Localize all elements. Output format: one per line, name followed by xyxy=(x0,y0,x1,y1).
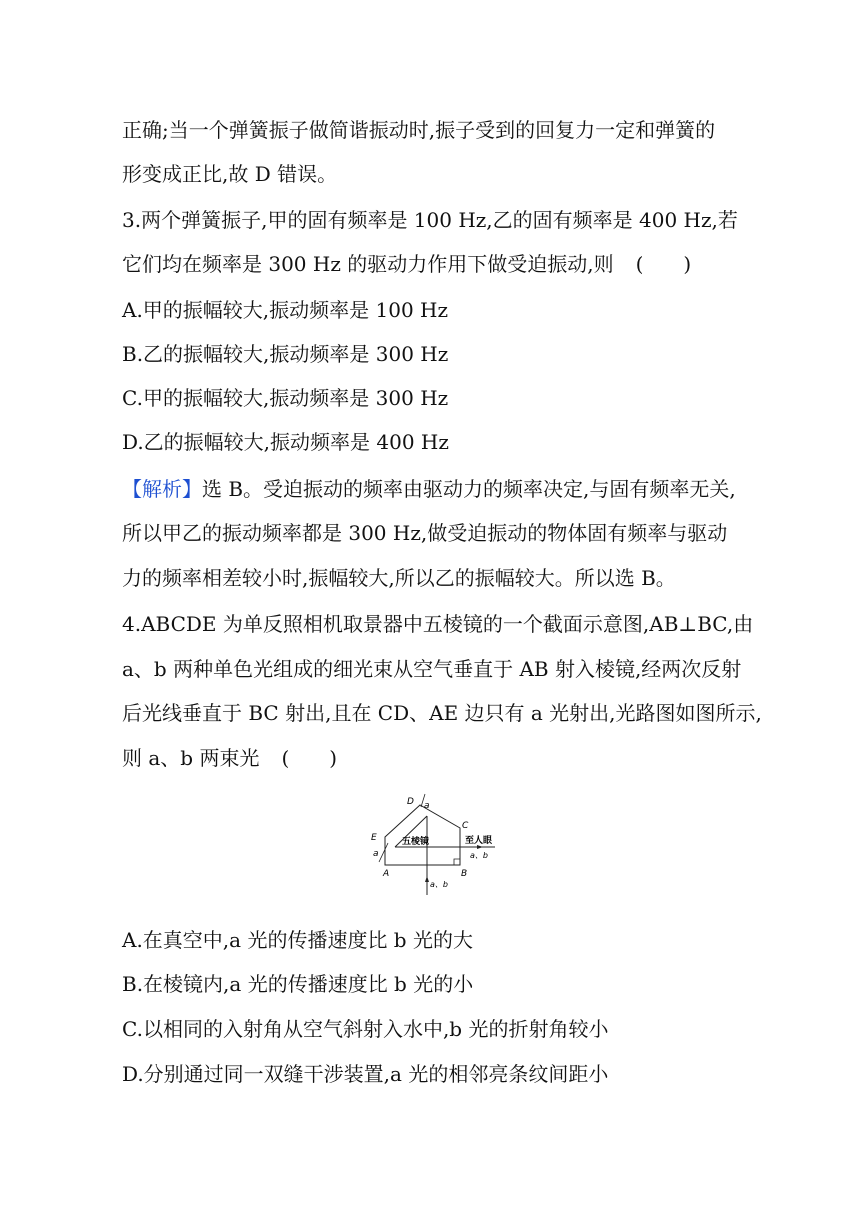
prism-label: 五棱镜 xyxy=(402,837,430,847)
q3-option-c: C.甲的振幅较大,振动频率是 300 Hz xyxy=(122,386,449,410)
q4-stem-line-2: a、b 两种单色光组成的细光束从空气垂直于 AB 射入棱镜,经两次反射 xyxy=(122,657,742,681)
vertex-c: C xyxy=(462,821,469,831)
q4-option-b: B.在棱镜内,a 光的传播速度比 b 光的小 xyxy=(122,972,474,996)
q4-stem-line-1: 4.ABCDE 为单反照相机取景器中五棱镜的一个截面示意图,AB⊥BC,由 xyxy=(122,612,754,636)
q3-answer-blank: ( ) xyxy=(635,252,692,276)
q4-stem-line-3: 后光线垂直于 BC 射出,且在 CD、AE 边只有 a 光射出,光路图如图所示, xyxy=(122,701,762,725)
in-ray-label: a、b xyxy=(430,880,448,889)
q3-analysis-line-3: 力的频率相差较小时,振幅较大,所以乙的振幅较大。所以选 B。 xyxy=(122,566,676,590)
q4-answer-blank: ( ) xyxy=(281,746,338,770)
q3-analysis-text: 选 B。受迫振动的频率由驱动力的频率决定,与固有频率无关, xyxy=(202,477,736,501)
analysis-tag: 【解析】 xyxy=(122,477,202,501)
prev-answer-line-1: 正确;当一个弹簧振子做简谐振动时,振子受到的回复力一定和弹簧的 xyxy=(122,118,716,142)
vertex-b: B xyxy=(461,869,468,879)
q3-analysis-line-1 xyxy=(122,475,736,503)
q3-option-d: D.乙的振幅较大,振动频率是 400 Hz xyxy=(122,430,449,454)
incident-arrow xyxy=(425,876,429,882)
out-ray-label: a、b xyxy=(470,851,488,860)
eye-label: 至人眼 xyxy=(465,836,493,846)
q3-stem-line-2 xyxy=(122,250,691,278)
label-a-top: a xyxy=(424,801,430,811)
label-a-left: a xyxy=(373,849,379,859)
q4-stem-line-4 xyxy=(122,744,337,772)
q4-option-c: C.以相同的入射角从空气斜射入水中,b 光的折射角较小 xyxy=(122,1017,609,1041)
q3-analysis-line-2: 所以甲乙的振动频率都是 300 Hz,做受迫振动的物体固有频率与驱动 xyxy=(122,521,728,545)
prev-answer-line-2: 形变成正比,故 D 错误。 xyxy=(122,162,338,186)
q3-option-a: A.甲的振幅较大,振动频率是 100 Hz xyxy=(122,298,449,322)
q4-stem-text: 则 a、b 两束光 xyxy=(122,746,260,770)
a-ray-left xyxy=(379,843,388,862)
prism-outline xyxy=(385,805,460,865)
vertex-a: A xyxy=(383,869,390,879)
q3-stem-line-1: 3.两个弹簧振子,甲的固有频率是 100 Hz,乙的固有频率是 400 Hz,若 xyxy=(122,208,738,232)
vertex-d: D xyxy=(407,797,414,807)
pentaprism-diagram xyxy=(355,790,515,900)
vertex-e: E xyxy=(371,833,377,843)
q4-option-a: A.在真空中,a 光的传播速度比 b 光的大 xyxy=(122,928,473,952)
right-angle-mark xyxy=(454,859,460,865)
q3-stem-text: 它们均在频率是 300 Hz 的驱动力作用下做受迫振动,则 xyxy=(122,252,614,276)
q3-option-b: B.乙的振幅较大,振动频率是 300 Hz xyxy=(122,342,449,366)
q4-option-d: D.分别通过同一双缝干涉装置,a 光的相邻亮条纹间距小 xyxy=(122,1062,609,1086)
